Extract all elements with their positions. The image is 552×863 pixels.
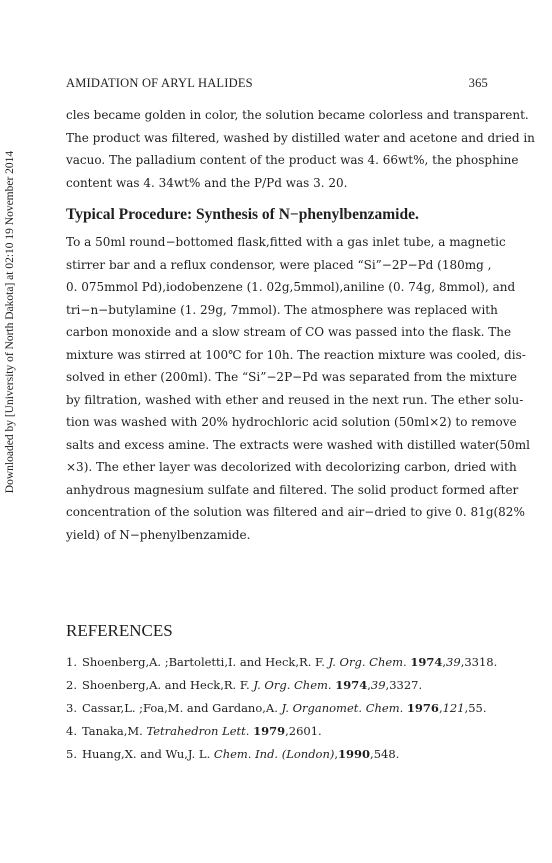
- reference-item: 5. Huang,X. and Wu,J. L. Chem. Ind. (London),1990,548.: [66, 743, 496, 766]
- running-header: [66, 76, 488, 91]
- procedure-line: tri−n−butylamine (1. 29g, 7mmol). The atmosphere was replaced with: [66, 302, 498, 317]
- intro-line: The product was filtered, washed by distilled water and acetone and dried in: [66, 130, 535, 145]
- reference-authors: Huang,X. and Wu,J. L.: [82, 747, 214, 761]
- procedure-line: carbon monoxide and a slow stream of CO was passed into the flask. The: [66, 325, 512, 339]
- section-title: Typical Procedure: Synthesis of N−phenylbenzamide.: [66, 206, 419, 223]
- reference-number: 5.: [66, 747, 77, 761]
- reference-number: 2.: [66, 678, 77, 692]
- reference-volume: 121: [442, 701, 465, 715]
- procedure-line: tion was washed with 20% hydrochloric acid solution (50ml×2) to remove: [66, 415, 517, 429]
- procedure-line: by filtration, washed with ether and reused in the next run. The ether solu-: [66, 392, 524, 407]
- procedure-line: ×3). The ether layer was decolorized with decolorizing carbon, dried with: [66, 460, 517, 474]
- reference-pages: 3327.: [389, 678, 423, 692]
- reference-item: 1. Shoenberg,A. ;Bartoletti,I. and Heck,R. F. J. Org. Chem. 1974,39,3318.: [66, 651, 496, 674]
- reference-volume: 39: [370, 678, 386, 692]
- page-number: 365: [468, 76, 488, 90]
- intro-line: cles became golden in color, the solution became colorless and transparent.: [66, 108, 529, 122]
- reference-journal: J. Organomet. Chem.: [281, 701, 404, 715]
- reference-journal: Tetrahedron Lett.: [146, 724, 250, 738]
- reference-number: 1.: [66, 655, 77, 669]
- reference-year: 1974: [410, 655, 443, 669]
- reference-authors: Shoenberg,A. ;Bartoletti,I. and Heck,R. F.: [82, 655, 329, 669]
- reference-item: 3. Cassar,L. ;Foa,M. and Gardano,A. J. Organomet. Chem. 1976,121,55.: [66, 697, 496, 720]
- reference-number: 4.: [66, 724, 77, 738]
- procedure-line: salts and excess amine. The extracts were washed with distilled water(50ml: [66, 437, 530, 452]
- procedure-line: 0. 075mmol Pd),iodobenzene (1. 02g,5mmol),aniline (0. 74g, 8mmol), and: [66, 280, 516, 294]
- procedure-line: To a 50ml round−bottomed flask,fitted with a gas inlet tube, a magnetic: [66, 235, 506, 249]
- reference-pages: 548.: [373, 747, 400, 761]
- reference-pages: 55.: [468, 701, 487, 715]
- reference-authors: Shoenberg,A. and Heck,R. F.: [82, 678, 254, 692]
- procedure-paragraph: [66, 231, 530, 546]
- reference-item: 2. Shoenberg,A. and Heck,R. F. J. Org. Chem. 1974,39,3327.: [66, 674, 496, 697]
- references-heading: REFERENCES: [66, 621, 173, 640]
- download-watermark: [3, 0, 17, 863]
- references-list: [66, 651, 496, 766]
- reference-journal: Chem. Ind. (London): [213, 747, 335, 761]
- reference-year: 1979: [253, 724, 286, 738]
- intro-line: vacuo. The palladium content of the product was 4. 66wt%, the phosphine: [66, 153, 519, 167]
- procedure-line: yield) of N−phenylbenzamide.: [66, 527, 251, 542]
- reference-year: 1974: [335, 678, 368, 692]
- reference-pages: 2601.: [288, 724, 322, 738]
- procedure-line: mixture was stirred at 100℃ for 10h. The reaction mixture was cooled, dis-: [66, 347, 526, 362]
- reference-pages: 3318.: [464, 655, 498, 669]
- running-title: AMIDATION OF ARYL HALIDES: [66, 76, 253, 90]
- reference-journal: J. Org. Chem.: [328, 655, 407, 669]
- download-watermark-text: Downloaded by [University of North Dakota] at 02:10 19 November 2014: [4, 150, 16, 494]
- reference-volume: 39: [446, 655, 461, 669]
- reference-number: 3.: [66, 701, 77, 715]
- procedure-line: stirrer bar and a reflux condensor, were placed “Si”−2P−Pd (180mg ,: [66, 257, 492, 272]
- reference-journal: J. Org. Chem.: [253, 678, 332, 692]
- procedure-line: solved in ether (200ml). The “Si”−2P−Pd was separated from the mixture: [66, 370, 518, 384]
- reference-authors: Tanaka,M.: [82, 724, 147, 738]
- reference-year: 1990: [338, 747, 371, 761]
- procedure-line: anhydrous magnesium sulfate and filtered. The solid product formed after: [66, 482, 519, 497]
- intro-line: content was 4. 34wt% and the P/Pd was 3. 20.: [66, 175, 348, 190]
- reference-year: 1976: [406, 701, 439, 715]
- reference-authors: Cassar,L. ;Foa,M. and Gardano,A.: [82, 701, 282, 715]
- intro-paragraph: [66, 104, 535, 194]
- procedure-line: concentration of the solution was filtered and air−dried to give 0. 81g(82%: [66, 505, 525, 519]
- reference-item: 4. Tanaka,M. Tetrahedron Lett. 1979,2601.: [66, 720, 496, 743]
